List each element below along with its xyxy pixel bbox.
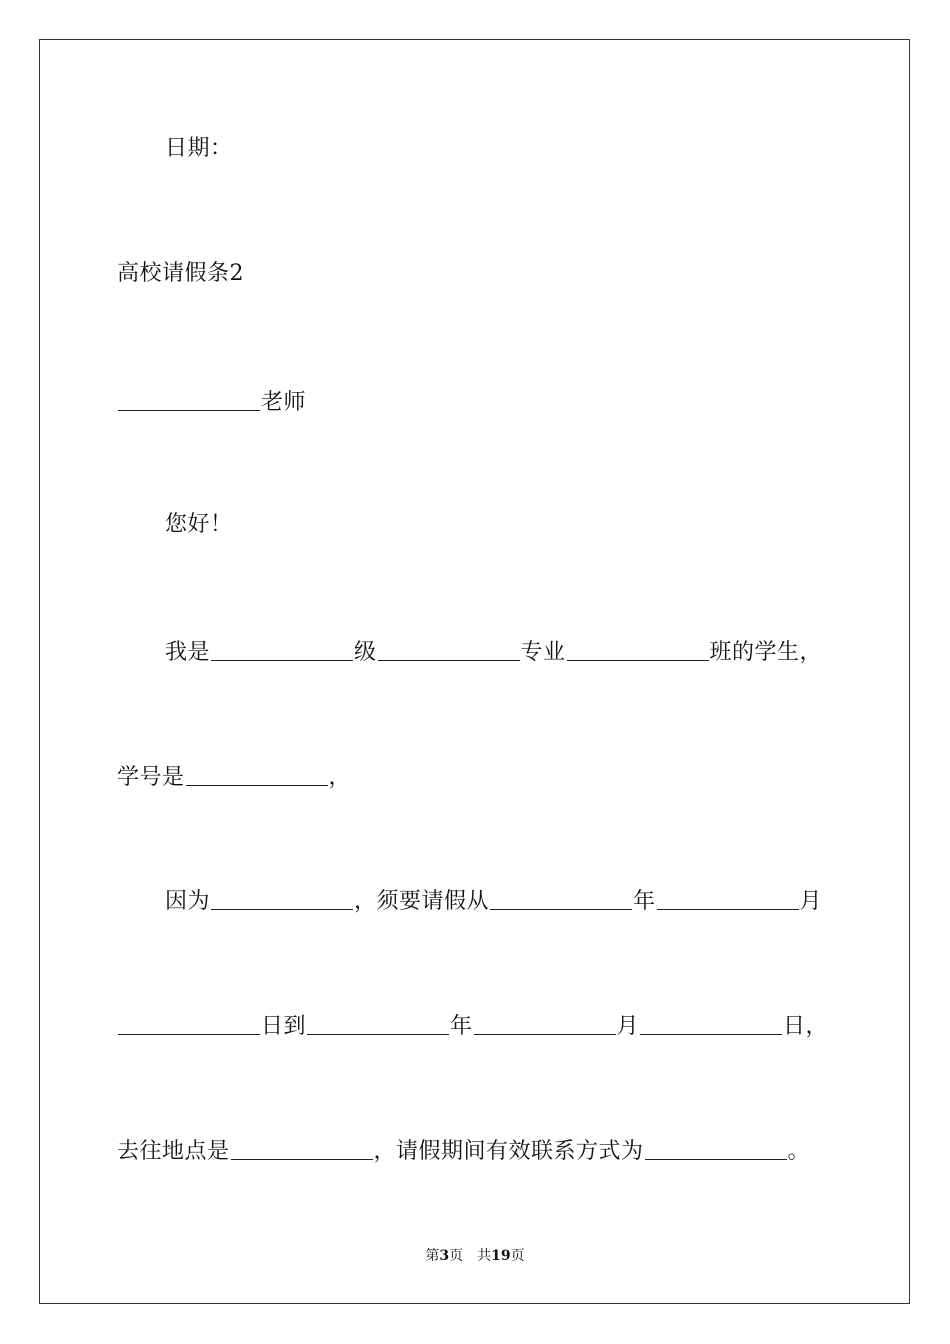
- body-line-5: [117, 1133, 810, 1167]
- footer-text: 第: [425, 1248, 440, 1264]
- salutation-line: [117, 384, 306, 418]
- body-text: 因为: [165, 889, 211, 914]
- body-text: 级: [354, 640, 377, 665]
- greeting-line: [165, 510, 233, 540]
- student-id-blank: [186, 761, 328, 786]
- teacher-name-blank: [118, 386, 260, 411]
- body-text: 年: [633, 889, 656, 914]
- footer-text: 共: [477, 1248, 492, 1264]
- body-line-2: [117, 759, 351, 793]
- footer-text: 页: [449, 1248, 464, 1264]
- body-text: ，须要请假从: [354, 889, 490, 914]
- body-text: 月: [616, 1014, 640, 1039]
- date-label: 日期：: [165, 136, 233, 161]
- footer-text: 页: [510, 1248, 525, 1264]
- body-line-3: [165, 883, 822, 917]
- page-border: [39, 39, 910, 1304]
- contact-blank: [645, 1135, 787, 1160]
- start-day-blank: [118, 1010, 260, 1035]
- end-year-blank: [307, 1010, 449, 1035]
- body-text: ，请假期间有效联系方式为: [373, 1139, 644, 1164]
- section-title: [117, 259, 244, 289]
- body-line-4: [117, 1008, 828, 1042]
- start-year-blank: [490, 885, 632, 910]
- body-text: 日到: [261, 1014, 307, 1039]
- end-month-blank: [474, 1010, 616, 1035]
- body-text: 去往地点是: [117, 1139, 230, 1164]
- page-footer: [0, 1246, 950, 1266]
- major-blank: [378, 636, 520, 661]
- destination-blank: [231, 1135, 373, 1160]
- body-text: 月: [799, 889, 823, 914]
- body-text: ，: [328, 765, 352, 790]
- start-month-blank: [657, 885, 799, 910]
- end-day-blank: [640, 1010, 782, 1035]
- body-text: 我是: [165, 640, 211, 665]
- body-line-1: [165, 634, 822, 668]
- body-text: 班的学生，: [709, 640, 823, 665]
- body-text: 。: [787, 1139, 811, 1164]
- grade-blank: [211, 636, 353, 661]
- salutation-suffix: 老师: [261, 390, 307, 415]
- section-title-text: 高校请假条2: [117, 261, 244, 286]
- body-text: 专业: [520, 640, 566, 665]
- greeting-text: 您好！: [165, 512, 233, 537]
- class-blank: [567, 636, 709, 661]
- total-page-number: 19: [491, 1248, 511, 1264]
- body-text: 日，: [783, 1014, 829, 1039]
- body-text: 学号是: [117, 765, 185, 790]
- body-text: 年: [450, 1014, 473, 1039]
- date-line: [165, 134, 233, 164]
- reason-blank: [211, 885, 353, 910]
- current-page-number: 3: [439, 1248, 450, 1264]
